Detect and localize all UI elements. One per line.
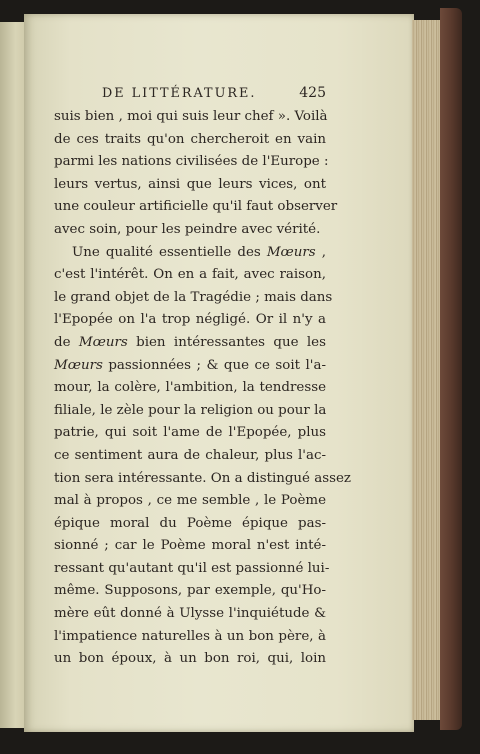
text-line <box>54 445 326 468</box>
book-cover <box>440 8 462 730</box>
page-header <box>54 82 326 104</box>
text-run: filiale, le zèle pour la religion ou pour la <box>54 402 327 418</box>
text-run: mère eût donné à Ulysse l'inquiétude & <box>54 606 326 622</box>
text-line <box>54 422 326 445</box>
italic-word: Mœurs <box>266 244 316 260</box>
text-line <box>54 513 326 536</box>
running-head: DE LITTÉRATURE. <box>102 86 257 101</box>
text-run: tion sera intéressante. On a distingué assez <box>54 470 351 486</box>
text-line <box>54 558 330 581</box>
text-run: le grand objet de la Tragédie ; mais dans <box>54 289 333 305</box>
text-line <box>54 377 326 400</box>
text-line <box>54 468 351 491</box>
text-line <box>54 309 326 332</box>
text-line <box>54 129 326 152</box>
text-line <box>54 287 333 310</box>
text-line <box>54 603 326 626</box>
italic-word: Mœurs <box>78 334 128 350</box>
text-run: épique moral du Poème épique pas- <box>54 515 326 531</box>
text-line <box>54 355 326 378</box>
text-run: leurs vertus, ainsi que leurs vices, ont <box>54 176 326 192</box>
text-run: un bon époux, à un bon roi, qui, loin <box>54 651 326 667</box>
text-run: passionnées ; & que ce soit l'a- <box>102 357 326 373</box>
text-run: c'est l'intérêt. On en a fait, avec raison, <box>54 267 326 283</box>
text-run: patrie, qui soit l'ame de l'Epopée, plus <box>54 425 326 441</box>
text-line <box>54 626 326 649</box>
text-line <box>54 332 326 355</box>
text-line <box>54 151 329 174</box>
text-line <box>54 580 326 603</box>
text-run: même. Supposons, par exemple, qu'Ho- <box>54 583 326 599</box>
facing-page-edge <box>0 22 27 728</box>
text-run: ce sentiment aura de chaleur, plus l'ac- <box>54 447 326 463</box>
body-text <box>54 106 351 671</box>
text-line <box>54 174 326 197</box>
text-run: parmi les nations civilisées de l'Europe : <box>54 154 329 170</box>
text-run: suis bien , moi qui suis leur chef ». Voilà <box>54 109 328 124</box>
page-number: 425 <box>299 85 326 101</box>
text-line <box>54 535 326 558</box>
text-line <box>54 648 326 671</box>
text-run: avec soin, pour les peindre avec vérité. <box>54 221 321 237</box>
text-line <box>54 400 326 423</box>
text-run: l'Epopée on l'a trop négligé. Or il n'y a <box>54 312 326 328</box>
text-line <box>54 242 326 265</box>
text-line <box>54 264 326 287</box>
text-run: l'impatience naturelles à un bon père, à <box>54 628 326 644</box>
text-run: bien intéressantes que les <box>127 334 326 350</box>
text-run: Une qualité essentielle des <box>72 244 267 260</box>
text-run: , <box>315 244 326 260</box>
text-line <box>54 196 338 219</box>
text-line <box>54 490 326 513</box>
text-run: sionné ; car le Poème moral n'est inté- <box>54 538 326 554</box>
text-run: ressant qu'autant qu'il est passionné lui- <box>54 560 330 576</box>
text-run: de ces traits qu'on chercheroit en vain <box>54 131 326 147</box>
text-run: de <box>54 334 79 350</box>
text-run: une couleur artificielle qu'il faut observer <box>54 199 338 215</box>
page-text <box>54 82 351 671</box>
text-run: mal à propos , ce me semble , le Poème <box>54 493 326 509</box>
text-run: mour, la colère, l'ambition, la tendresse <box>54 380 326 396</box>
text-line <box>54 106 326 129</box>
text-line <box>54 219 326 242</box>
italic-word: Mœurs <box>54 357 103 373</box>
